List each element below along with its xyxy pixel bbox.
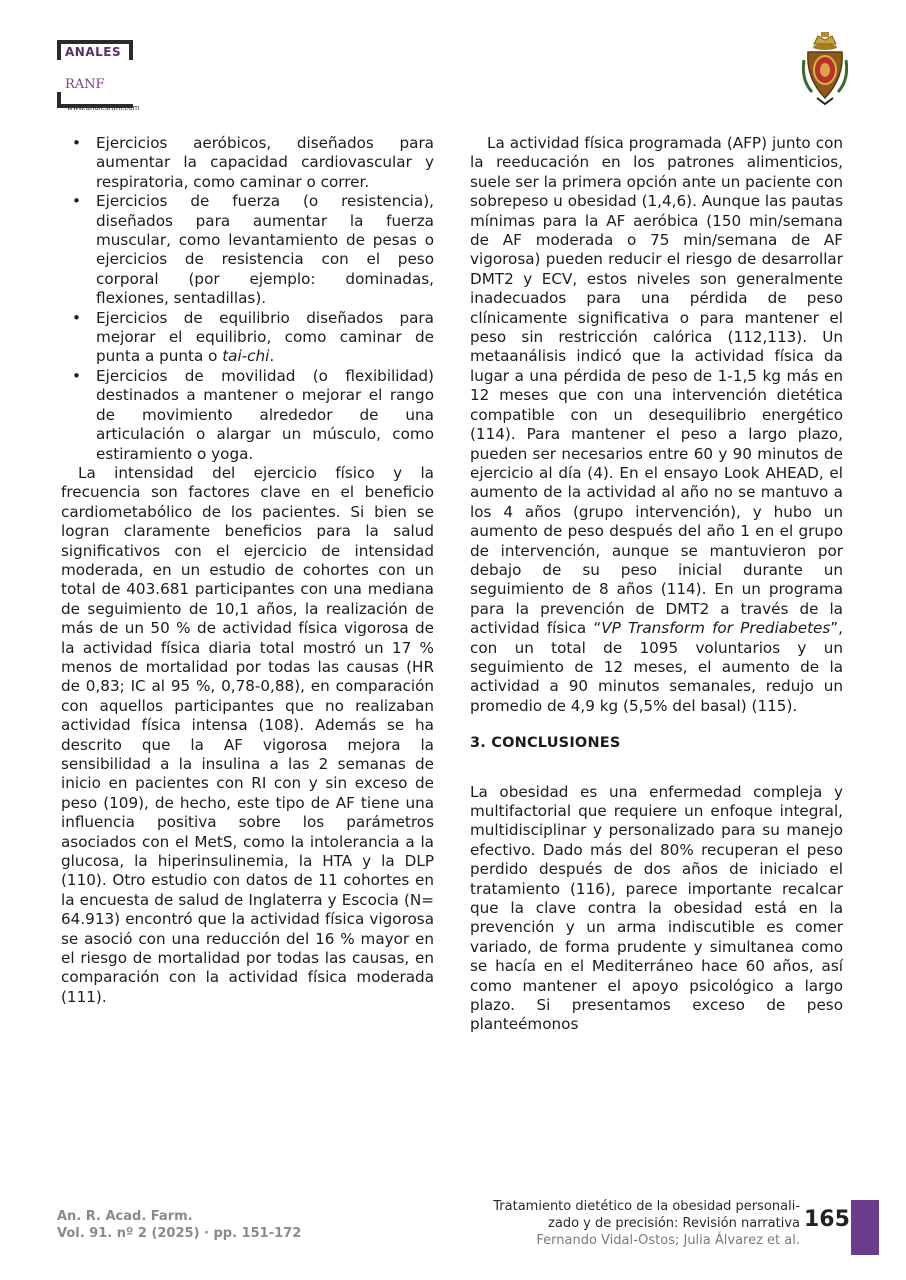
list-item [96,192,434,308]
footer-title-line: zado y de precisión: Revisión narrativa [548,1216,800,1231]
paragraph-text: ”, con un total de 1095 voluntarios y un seguimiento de 12 meses, el aumento de la actividad a 90 minutos semanales, redujo un promedio de 4,9 kg (5,5% del basal) (115). [470,619,843,715]
list-item-text: Ejercicios de movilidad (o flexibilidad) destinados a mantener o mejorar el rango de movimiento alrededor de una articulación o alargar un músculo, como estiramiento o yoga. [96,366,434,463]
page-number: 165 [804,1207,850,1232]
list-item [96,134,434,192]
footer-volume: Vol. 91. nº 2 (2025) · pp. 151-172 [57,1226,302,1241]
footer-citation [57,1208,301,1242]
page-tab-marker [851,1200,879,1255]
footer-article-info [470,1198,800,1249]
list-item-text: Ejercicios de equilibrio diseñados para mejorar el equilibrio, como caminar de punta a punta o [96,308,434,366]
conclusion-paragraph: La obesidad es una enfermedad compleja y multifactorial que requiere un enfoque integral, multidisciplinar y personalizado para su manejo efectivo. Dado más del 80% recuperan el peso perdido después de dos años de iniciado el tratamiento (116), parece importante recalcar que la clave contra la obesidad está en la prevención y un arma indiscutible es comer variado, de forma prudente y simultanea como se hacía en el Mediterráneo hace 60 años, así como mantener el apoyo psicológico a largo plazo. Si presentamos exceso de peso planteémonos [470,782,843,1034]
journal-logo [57,40,177,118]
list-item [96,309,434,367]
logo-url: www.analesranf.com [67,104,140,112]
list-item-text: . [269,347,275,366]
paragraph-text: La actividad física programada (AFP) junto con la reeducación en los patrones alimenticios, suele ser la primera opción ante un paciente con sobrepeso u obesidad (1,4,6). Aunque las pautas mínimas para la AF aeróbica (150 min/semana de AF moderada o 75 min/semana de AF vigorosa) pueden reducir el riesgo de desarrollar DMT2 y ECV, estos niveles son generalmente inadecuados para una pérdida de peso clínicamente significativa o para mantener el peso sin restricción calórica (112,113). Un metaanálisis indicó que la actividad física da lugar a una pérdida de peso de 1-1,5 kg más en 12 meses que con una intervención dietética compatible con un desequilibrio energético (114). Para mantener el peso a largo plazo, pueden ser necesarios entre 60 y 90 minutos de ejercicio al día (4). En el ensayo Look AHEAD, el aumento de la actividad al año no se mantuvo a los 4 años (grupo intervención), y hubo un aumento de peso después del año 1 en el grupo de intervención, aunque se mantuvieron por debajo de su peso inicial durante un seguimiento de 8 años (114). En un programa para la prevención de DMT2 a través de la actividad física “ [470,134,843,638]
exercise-types-list [61,134,434,464]
list-item [96,367,434,464]
footer-journal: An. R. Acad. Farm. [57,1209,193,1224]
body-paragraph [470,134,843,716]
logo-anales-text: ANALES [65,45,122,59]
list-item-text: Ejercicios aeróbicos, diseñados para aumentar la capacidad cardiovascular y respiratoria, como caminar o correr. [96,134,434,191]
paragraph-italic: VP Transform for Prediabetes [601,619,831,638]
right-column [470,134,843,1035]
body-paragraph: La intensidad del ejercicio físico y la frecuencia son factores clave en el beneficio cardiometabólico de los pacientes. Si bien se logran claramente beneficios para la salud significativos con el ejercicio de intensidad moderada, en un estudio de cohortes con un total de 403.681 participantes con una mediana de seguimiento de 10,1 años, la realización de más de un 50 % de actividad física vigorosa de la actividad física diaria total mostró un 17 % menos de mortalidad por todas las causas (HR de 0,83; IC al 95 %, 0,78-0,88), en comparación con aquellos participantes que no realizaban actividad física intensa (108). Además se ha descrito que la AF vigorosa mejora la sensibilidad a la insulina a las 2 semanas de inicio en pacientes con RI con y sin exceso de peso (109), de hecho, este tipo de AF tiene una influencia positiva sobre los parámetros asociados con el MetS, como la intolerancia a la glucosa, la hiperinsulinemia, la HTA y la DLP (110). Otro estudio con datos de 11 cohortes en la encuesta de salud de Inglaterra y Escocia (N= 64.913) encontró que la actividad física vigorosa se asoció con una reducción del 16 % mayor en el riesgo de mortalidad por todas las causas, en comparación con la actividad física moderada (111). [61,463,434,1006]
left-column [61,134,434,1007]
logo-ranf-text: RANF [65,77,105,92]
academy-emblem-icon [802,30,848,106]
footer-title-line: Tratamiento dietético de la obesidad personali- [493,1199,800,1214]
section-heading: 3. CONCLUSIONES [470,735,621,752]
list-item-text: Ejercicios de fuerza (o resistencia), diseñados para aumentar la fuerza muscular, como levantamiento de pesas o ejercicios de resistencia con el peso corporal (por ejemplo: dominadas, flexiones, sentadillas). [96,192,434,308]
footer-authors: Fernando Vidal-Ostos; Julia Álvarez et al. [536,1233,800,1248]
list-item-italic: tai-chi [222,347,270,366]
